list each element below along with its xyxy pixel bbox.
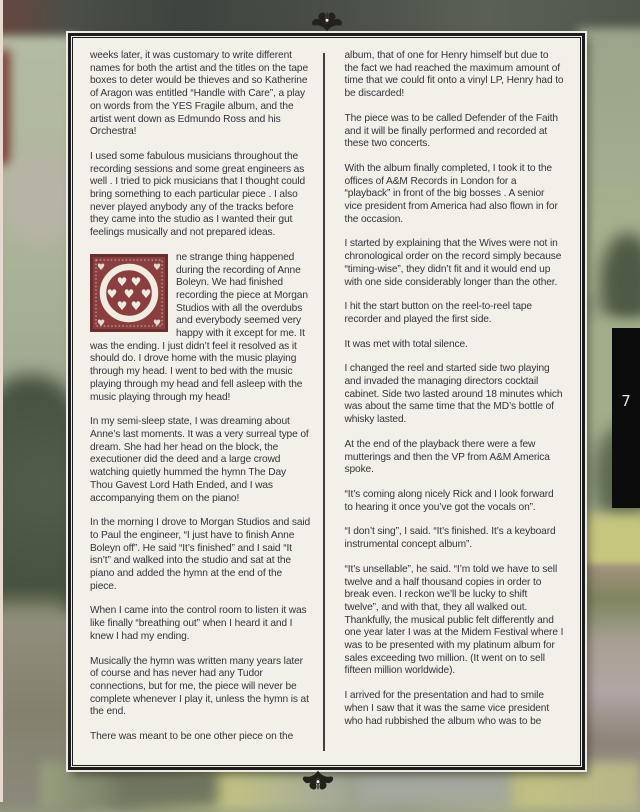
paragraph: There was meant to be one other piece on the	[90, 731, 294, 743]
paragraph: In the morning I drove to Morgan Studios and said to Paul the engineer, “I just have to finish Anne Boleyn off”. He said “It’s finished” and I said “It isn’t” and walked into the studio and sat at the piano and added the hymn at the end of the piece.	[90, 517, 311, 592]
svg-text:♥: ♥	[116, 298, 128, 313]
text-column-right	[325, 50, 565, 759]
scan-edge	[0, 0, 3, 802]
paragraph: Musically the hymn was written many years later of course and has never had any Tudor connections, but for me, the piece will never be complete whenever I play it, unless the hymn is at the end.	[90, 655, 309, 718]
paragraph: “It’s unsellable”, he said. “I’m told we have to sell twelve and a half thousand copies in order to break even. I reckon we’ll be lucky to shift twelve”, and with that, they all walked out. Thankfully, the musical public felt differently and one year later I was at the Midem Festival where I was to be presented with my platinum album for sales exceeding two million. (It went on to sell fifteen million worldwide).	[344, 563, 564, 677]
paragraph: When I came into the control room to listen it was like finally “breathing out” when I heard it and I knew I had my ending.	[90, 605, 307, 642]
paragraph: In my semi-sleep state, I was dreaming about Anne’s last moments. It was a very surreal type of dream. She had her head on the block, the executioner did the deed and a large crowd watching quietly hummed the hymn The Day Thou Gavest Lord Hath Ended, and I was accompanying them on the piano!	[90, 416, 309, 504]
fleuron-bottom-icon	[301, 767, 335, 793]
svg-text:♥: ♥	[130, 298, 142, 313]
svg-text:♥: ♥	[116, 274, 128, 289]
paragraph: I started by explaining that the Wives were not in chronological order on the record simply because “timing-wise”, they didn’t fit and it would end up with one side considerably longer than the other.	[344, 238, 562, 288]
photo-bottom-stone	[358, 768, 510, 808]
paragraph: I arrived for the presentation and had to smile when I saw that it was the same vice president who had rubbished the album who was to be	[344, 690, 550, 727]
svg-text:♥: ♥	[140, 286, 152, 301]
paragraph: album, that of one for Henry himself but due to the fact we had reached the maximum amount of time that we could fit onto a vinyl LP, Henry had to be discarded!	[344, 50, 564, 100]
paragraph: It was met with total silence.	[344, 338, 468, 350]
svg-text:♥: ♥	[106, 286, 118, 301]
paragraph: At the end of the playback there were a few mutterings and then the VP from A&M America spoke.	[344, 438, 550, 476]
paragraph: “It’s coming along nicely Rick and I look forward to hearing it once you’ve got the vocals on”.	[344, 488, 554, 513]
svg-text:♥: ♥	[123, 286, 135, 301]
paragraph: I hit the start button on the reel-to-reel tape recorder and played the first side.	[344, 301, 532, 325]
paragraph-with-dropcap	[90, 252, 311, 404]
svg-text:♥: ♥	[153, 262, 161, 273]
paragraph: weeks later, it was customary to write different names for both the artist and the titles on the tape boxes to deter would be thieves and so Katherine of Aragon was entitled “Handle with Care”, a play on words from the YES Fragile album, and the artist went down as Edmundo Ross and his Orchestra!	[90, 50, 309, 138]
page-number: 7	[621, 392, 631, 410]
photo-path-left	[4, 150, 76, 245]
svg-text:♥: ♥	[97, 262, 105, 273]
paragraph-text: ne strange thing happened during the recording of Anne Boleyn. We had finished recording the piece at Morgan Studios with all the overdubs and everybody seemed very happy with it except for me. It was the ending. I just didn’t feel it resolved as it should do. I drove home with the music playing through my head. I went to bed with the music playing through my head and fell asleep with the music playing through my head!	[90, 251, 308, 403]
text-columns	[71, 36, 582, 767]
illuminated-initial-icon	[90, 254, 168, 332]
paragraph: I used some fabulous musicians throughout the recording sessions and some great engineers as well . I tried to pick musicians that I thought could bring something to each particular piece . I also never played anybody any of the tracks before they came into the studio as I wanted their gut feelings musically and not prepared ideas.	[90, 150, 306, 239]
page-panel	[68, 33, 585, 770]
svg-text:♥: ♥	[97, 318, 105, 329]
text-column-left	[90, 50, 323, 759]
page-number-tab	[612, 328, 640, 508]
paragraph: With the album finally completed, I took it to the offices of A&M Records in London for a “playback” in front of the big bosses . A senior vice president from America had also flown in for the occasion.	[344, 162, 558, 225]
svg-text:♥: ♥	[130, 274, 142, 289]
svg-text:♥: ♥	[153, 318, 161, 329]
photo-bottom-shadow	[116, 770, 218, 806]
paragraph: “I don’t sing”, I said. “It’s finished. It’s a keyboard instrumental concept album”.	[344, 526, 556, 551]
fleuron-top-icon	[310, 9, 344, 35]
paragraph: The piece was to be called Defender of the Faith and it will be finally performed and recorded at these two concerts.	[344, 112, 558, 150]
paragraph: I changed the reel and started side two playing and invaded the managing directors cocktail cabinet. Side two lasted around 18 minutes which was about the same time that the MD’s bottle of whisky lasted.	[344, 363, 563, 426]
